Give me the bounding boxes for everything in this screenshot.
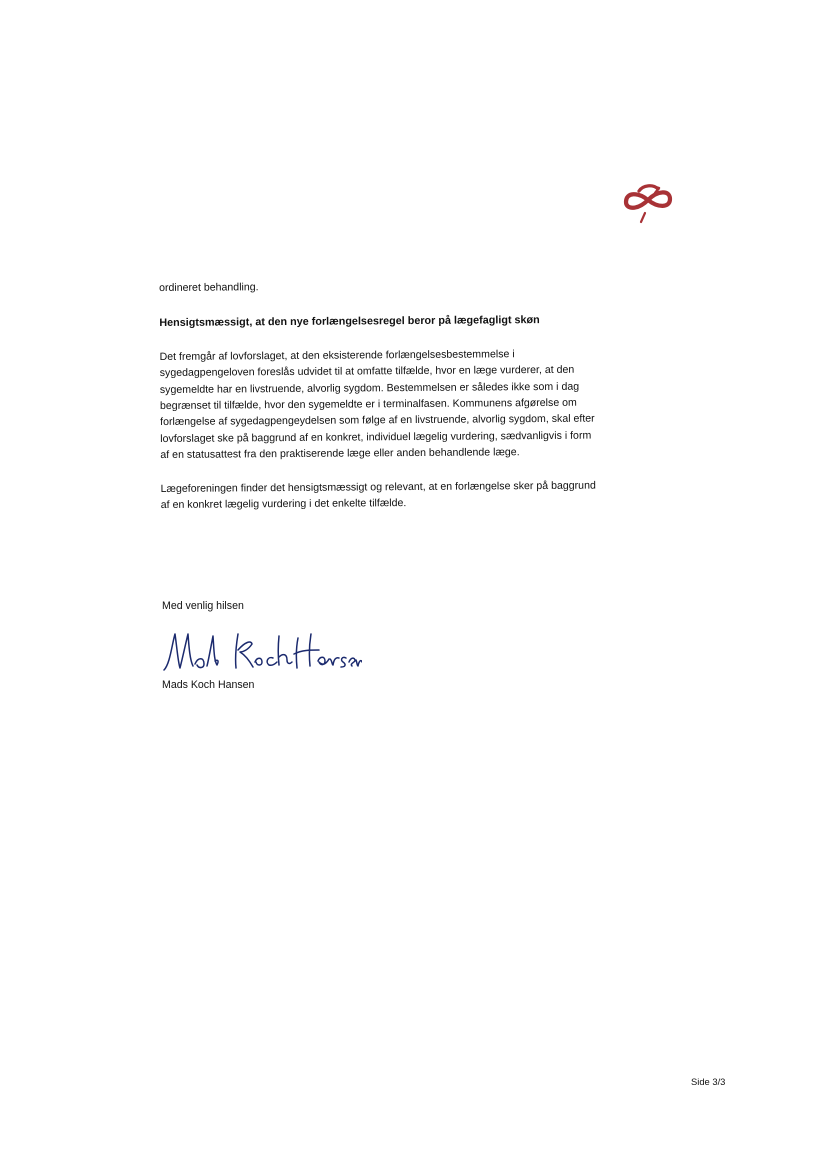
letter-body xyxy=(159,277,601,531)
section-heading: Hensigtsmæssigt, at den nye forlængelsesregel beror på lægefagligt skøn xyxy=(159,314,540,330)
closing-block xyxy=(162,598,462,691)
serpent-staff-logo-icon xyxy=(622,180,676,224)
signer-name: Mads Koch Hansen xyxy=(162,679,255,691)
closing-greeting: Med venlig hilsen xyxy=(162,600,244,612)
page-number: Side 3/3 xyxy=(691,1076,726,1087)
intro-line: ordineret behandling. xyxy=(159,281,259,294)
body-paragraph-2: Lægeforeningen finder det hensigtsmæssigt og relevant, at en forlængelse sker på baggrund af en konkret lægelig vurdering i det enkelte tilfælde. xyxy=(160,479,596,512)
body-paragraph-1: Det fremgår af lovforslaget, at den eksisterende forlængelsesbestemmelse i sygedagpengeloven foreslås udvidet til at omfatte tilfælde, hvor en læge vurderer, at den sygemeldte har en livstruende, alvorlig sygdom. Bestemmelsen er således ikke som i dag begrænset til tilfælde, hvor den sygemeldte er i terminalfasen. Kommunens afgørelse om forlængelse af sygedagpengeydelsen som følge af en livstruende, alvorlig sygdom, skal efter lovforslaget ske på baggrund af en konkret, individuel lægelig vurdering, sædvanligvis i form af en statusattest fra den praktiserende læge eller anden behandlende læge. xyxy=(159,348,595,462)
signature-text: Mads Koch Hansen xyxy=(162,624,172,625)
handwritten-signature xyxy=(162,624,362,680)
